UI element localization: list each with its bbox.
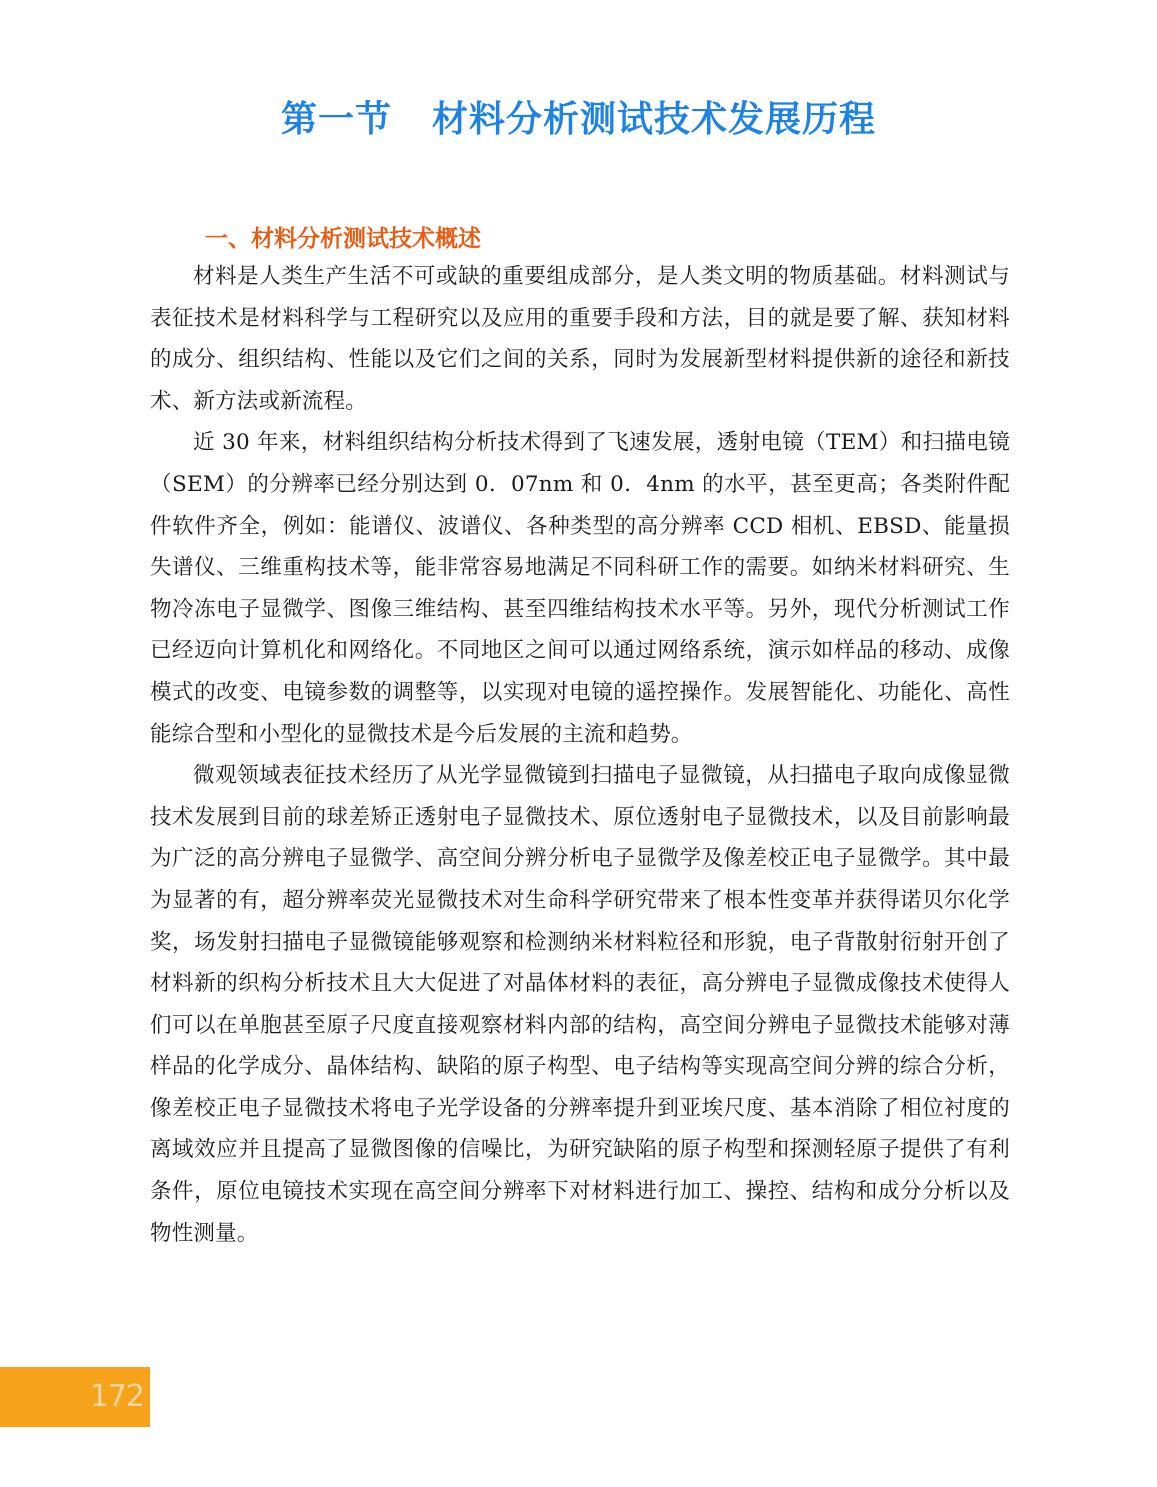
paragraph-2: 近 30 年来，材料组织结构分析技术得到了飞速发展，透射电镜（TEM）和扫描电镜（SEM）的分辨率已经分别达到 0．07nm 和 0．4nm 的水平，甚至更高；各类附件配件软件齐全，例如：能谱仪、波谱仪、各种类型的高分辨率 CCD 相机、EBSD、能量损失谱仪、三维重构技术等，能非常容易地满足不同科研工作的需要。如纳米材料研究、生物冷冻电子显微学、图像三维结构、甚至四维结构技术水平等。另外，现代分析测试工作已经迈向计算机化和网络化。不同地区之间可以通过网络系统，演示如样品的移动、成像模式的改变、电镜参数的调整等，以实现对电镜的遥控操作。发展智能化、功能化、高性能综合型和小型化的显微技术是今后发展的主流和趋势。: [150, 430, 1011, 747]
body-text: [150, 256, 1010, 1254]
chapter-title: [0, 92, 1157, 148]
paragraph-1: 材料是人类生产生活不可或缺的重要组成部分，是人类文明的物质基础。材料测试与表征技术是材料科学与工程研究以及应用的重要手段和方法，目的就是要了解、获知材料的成分、组织结构、性能以及它们之间的关系，同时为发展新型材料提供新的途径和新技术、新方法或新流程。: [150, 264, 1010, 414]
chapter-title-text: 材料分析测试技术发展历程: [432, 99, 877, 140]
page-number-tab: [0, 1367, 150, 1427]
chapter-number-label: 第一节: [280, 99, 392, 140]
paragraph-3: 微观领域表征技术经历了从光学显微镜到扫描电子显微镜，从扫描电子取向成像显微技术发展到目前的球差矫正透射电子显微技术、原位透射电子显微技术，以及目前影响最为广泛的高分辨电子显微学、高空间分辨分析电子显微学及像差校正电子显微学。其中最为显著的有，超分辨率荧光显微技术对生命科学研究带来了根本性变革并获得诺贝尔化学奖，场发射扫描电子显微镜能够观察和检测纳米材料粒径和形貌，电子背散射衍射开创了材料新的织构分析技术且大大促进了对晶体材料的表征，高分辨电子显微成像技术使得人们可以在单胞甚至原子尺度直接观察材料内部的结构，高空间分辨电子显微技术能够对薄样品的化学成分、晶体结构、缺陷的原子构型、电子结构等实现高空间分辨的综合分析，像差校正电子显微技术将电子光学设备的分辨率提升到亚埃尺度、基本消除了相位衬度的离域效应并且提高了显微图像的信噪比，为研究缺陷的原子构型和探测轻原子提供了有利条件，原位电镜技术实现在高空间分辨率下对材料进行加工、操控、结构和成分分析以及物性测量。: [150, 763, 1010, 1246]
section-heading: 一、材料分析测试技术概述: [205, 226, 481, 252]
page-number: 172: [89, 1379, 144, 1414]
